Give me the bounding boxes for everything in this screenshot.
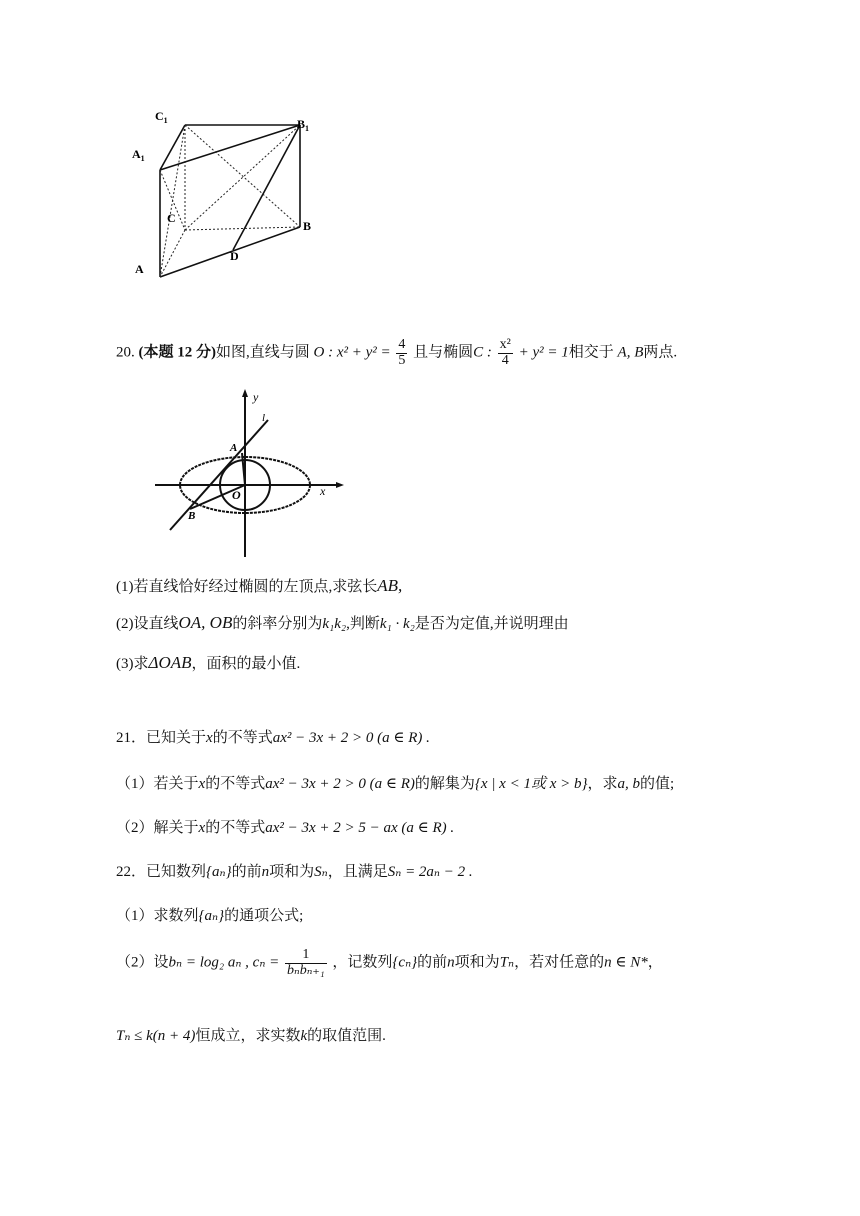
q20-ellipse-fraction: $\frac{\text{x²}}{4}$ (499, 337, 511, 368)
q22-part3: Tₙ ≤ k(n + 4)恒成立，求实数k的取值范围. (116, 1028, 386, 1044)
q22-heading: 22．已知数列{aₙ}的前n项和为Sₙ，且满足Sₙ = 2aₙ − 2 . (116, 864, 473, 880)
ellipse-circle-figure (150, 385, 350, 565)
prism-figure (125, 105, 325, 290)
q22-part1: （1）求数列{aₙ}的通项公式; (116, 908, 304, 924)
fig-label-A: A (230, 442, 238, 454)
q22-part2: （2）设bₙ = log₂ aₙ , cₙ = $\frac{1}{\text{bₙbₙ₊₁}}$ ，记数列{cₙ}的前n项和为Tₙ，若对任意的n ∈ N*， (116, 947, 663, 978)
q20-heading: 20. (本题 12 分)如图,直线与圆 O : x² + y² = $\frac{4}{5}$ 且与椭圆C : $\frac{\text{x²}}{4}$ + y² = 1相交于 A, B两点. (116, 337, 678, 368)
q20-points: (本题 12 分) (138, 344, 216, 361)
fig-label-y: y (253, 390, 259, 404)
q21-part1: （1）若关于x的不等式ax² − 3x + 2 > 0 (a ∈ R)的解集为{x | x < 1或 x > b}，求a, b的值; (116, 776, 675, 792)
q21-heading: 21．已知关于x的不等式ax² − 3x + 2 > 0 (a ∈ R) . (116, 730, 430, 746)
q20-circle-fraction: $\frac{4}{5}$ (398, 337, 406, 368)
fig-label-O: O (232, 488, 241, 502)
q20-part1: (1)若直线恰好经过椭圆的左顶点,求弦长AB, (116, 576, 403, 595)
label-D: D (230, 249, 239, 263)
q21-part2: （2）解关于x的不等式ax² − 3x + 2 > 5 − ax (a ∈ R) . (116, 820, 455, 836)
label-C1: $C_1$ (155, 109, 168, 125)
label-C: C (167, 211, 176, 225)
label-B: B (303, 219, 312, 233)
label-B1: $B_1$ (297, 117, 310, 133)
q20-part2: (2)设直线OA, OB的斜率分别为k₁k₂,判断k₁ · k₂是否为定值,并说明理由 (116, 613, 569, 632)
label-A1: $A_1$ (132, 147, 145, 163)
q20-part3: (3)求ΔOAB，面积的最小值. (116, 653, 301, 672)
fig-label-x: x (320, 484, 326, 498)
fig-label-l: l (262, 412, 266, 424)
q22-cn-fraction: $\frac{1}{\text{bₙbₙ₊₁}}$ (287, 947, 325, 978)
label-A: A (135, 262, 144, 276)
fig-label-B: B (188, 510, 196, 522)
